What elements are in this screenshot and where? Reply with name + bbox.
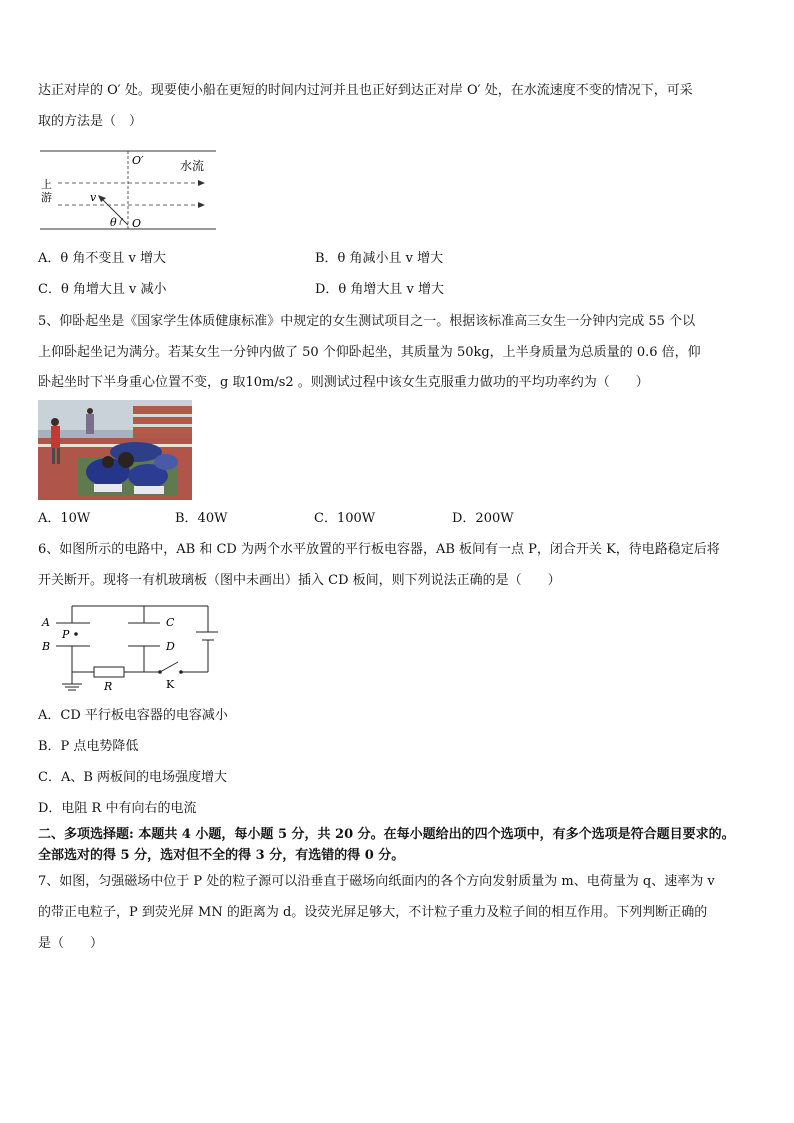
section2-line-1: 二、多项选择题: 本题共 4 小题，每小题 5 分，共 20 分。在每小题给出的四个选项中，有多个选项是符合题目要求的。: [38, 827, 735, 842]
q5-option-b: B．40W: [175, 511, 228, 526]
q5-option-a: A．10W: [38, 511, 91, 526]
label-water-flow: 水流: [180, 159, 205, 173]
label-plate-b: B: [42, 640, 51, 653]
label-plate-a: A: [42, 616, 50, 629]
q5-text-line-1: 5、仰卧起坐是《国家学生体质健康标准》中规定的女生测试项目之一。根据该标准高三女生一分钟内完成 55 个以: [38, 314, 696, 329]
q6-option-b: B．P 点电势降低: [38, 739, 139, 754]
q4-option-a: A．θ 角不变且 v 增大: [38, 251, 166, 266]
q4-text-line-2: 取的方法是（ ）: [38, 114, 143, 129]
q5-text-line-3: 卧起坐时下半身重心位置不变，g 取10m/s2 。则测试过程中该女生克服重力做功的平均功率约为（ ）: [38, 375, 649, 390]
q4-option-d: D．θ 角增大且 v 增大: [315, 282, 444, 297]
situp-photo: [38, 400, 192, 500]
q4-option-c: C．θ 角增大且 v 减小: [38, 282, 167, 297]
label-plate-d: D: [166, 640, 175, 653]
circuit-figure: [38, 598, 218, 694]
section2-line-2: 全部选对的得 5 分，选对但不全的得 3 分，有选错的得 0 分。: [38, 848, 405, 863]
q4-option-b: B．θ 角减小且 v 增大: [315, 251, 444, 266]
label-theta: θ: [110, 216, 117, 229]
label-upstream-2: 游: [41, 191, 52, 204]
river-crossing-figure: [38, 145, 218, 235]
q5-option-d: D．200W: [452, 511, 514, 526]
q6-option-d: D．电阻 R 中有向右的电流: [38, 801, 197, 816]
q6-text-line-1: 6、如图所示的电路中，AB 和 CD 为两个水平放置的平行板电容器，AB 板间有一点 P，闭合开关 K，待电路稳定后将: [38, 542, 720, 557]
q7-text-line-3: 是（ ）: [38, 936, 104, 951]
label-o-prime: O′: [132, 154, 144, 167]
label-point-p: P: [62, 628, 70, 641]
label-v: v: [90, 191, 97, 204]
q7-text-line-2: 的带正电粒子，P 到荧光屏 MN 的距离为 d。设荧光屏足够大，不计粒子重力及粒子间的相互作用。下列判断正确的: [38, 905, 708, 920]
label-resistor-r: R: [104, 680, 113, 693]
q6-option-c: C．A、B 两板间的电场强度增大: [38, 770, 228, 785]
q7-text-line-1: 7、如图，匀强磁场中位于 P 处的粒子源可以沿垂直于磁场向纸面内的各个方向发射质量为 m、电荷量为 q、速率为 v: [38, 874, 715, 889]
label-upstream-1: 上: [41, 178, 52, 191]
q6-text-line-2: 开关断开。现将一有机玻璃板（图中未画出）插入 CD 板间，则下列说法正确的是（ ）: [38, 573, 561, 588]
label-plate-c: C: [166, 616, 175, 629]
label-switch-k: K: [166, 678, 175, 691]
label-o: O: [132, 217, 142, 230]
q5-text-line-2: 上仰卧起坐记为满分。若某女生一分钟内做了 50 个仰卧起坐，其质量为 50kg，上半身质量为总质量的 0.6 倍，仰: [38, 345, 701, 360]
q6-option-a: A．CD 平行板电容器的电容减小: [38, 708, 228, 723]
q5-option-c: C．100W: [314, 511, 376, 526]
q4-text-line-1: 达正对岸的 O′ 处。现要使小船在更短的时间内过河并且也正好到达正对岸 O′ 处，在水流速度不变的情况下，可采: [38, 83, 693, 98]
